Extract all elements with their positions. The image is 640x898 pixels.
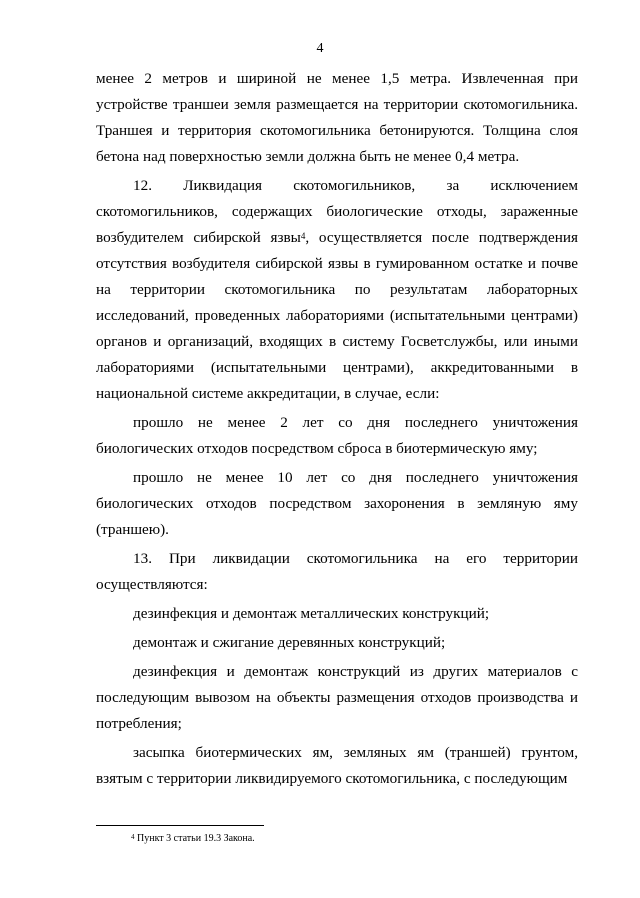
list-item-metal: дезинфекция и демонтаж металлических конструкций;: [133, 605, 490, 622]
paragraph-text: 12. Ликвидация скотомогильников, за исключением скотомогильников, содержащих биологические отходы, зараженные возбудителем сибирской язвы: [96, 177, 578, 246]
document-body: [96, 66, 578, 792]
footnote-divider: [96, 825, 264, 826]
paragraph-item-13: 13. При ликвидации скотомогильника на его территории осуществляются:: [96, 550, 578, 593]
paragraph-item-12: [96, 173, 578, 407]
page-number: 4: [316, 41, 324, 56]
footnote: [131, 832, 255, 845]
paragraph-continuation: менее 2 метров и шириной не менее 1,5 метра. Извлеченная при устройстве траншеи земля размещается на территории скотомогильника. Траншея и территория скотомогильника бетонируются. Толщина слоя бетона над поверхностью земли должна быть не менее 0,4 метра.: [96, 70, 578, 165]
paragraph-condition-1: прошло не менее 2 лет со дня последнего уничтожения биологических отходов посредством сброса в биотермическую яму;: [96, 414, 578, 457]
paragraph-condition-2: прошло не менее 10 лет со дня последнего уничтожения биологических отходов посредством захоронения в земляную яму (траншею).: [96, 469, 578, 538]
footnote-text: Пункт 3 статьи 19.3 Закона.: [134, 833, 255, 844]
footnote-mark: 4: [131, 833, 135, 841]
paragraph-text: , осуществляется после подтверждения отсутствия возбудителя сибирской язвы в гумированном остатке и почве на территории скотомогильника по результатам лабораторных исследований, проведенных лабораториями (испытательными центрами) органов и организаций, входящих в систему Госветслужбы, или иными лабораториями (испытательными центрами), аккредитованными в национальной системе аккредитации, в случае, если:: [96, 229, 578, 402]
footnote-reference: 4: [300, 231, 306, 241]
list-item-backfill: засыпка биотермических ям, земляных ям (траншей) грунтом, взятым с территории ликвидируемого скотомогильника, с последующим: [96, 744, 578, 787]
list-item-wood: демонтаж и сжигание деревянных конструкций;: [133, 634, 446, 651]
list-item-other-materials: дезинфекция и демонтаж конструкций из других материалов с последующим вывозом на объекты размещения отходов производства и потребления;: [96, 663, 578, 732]
